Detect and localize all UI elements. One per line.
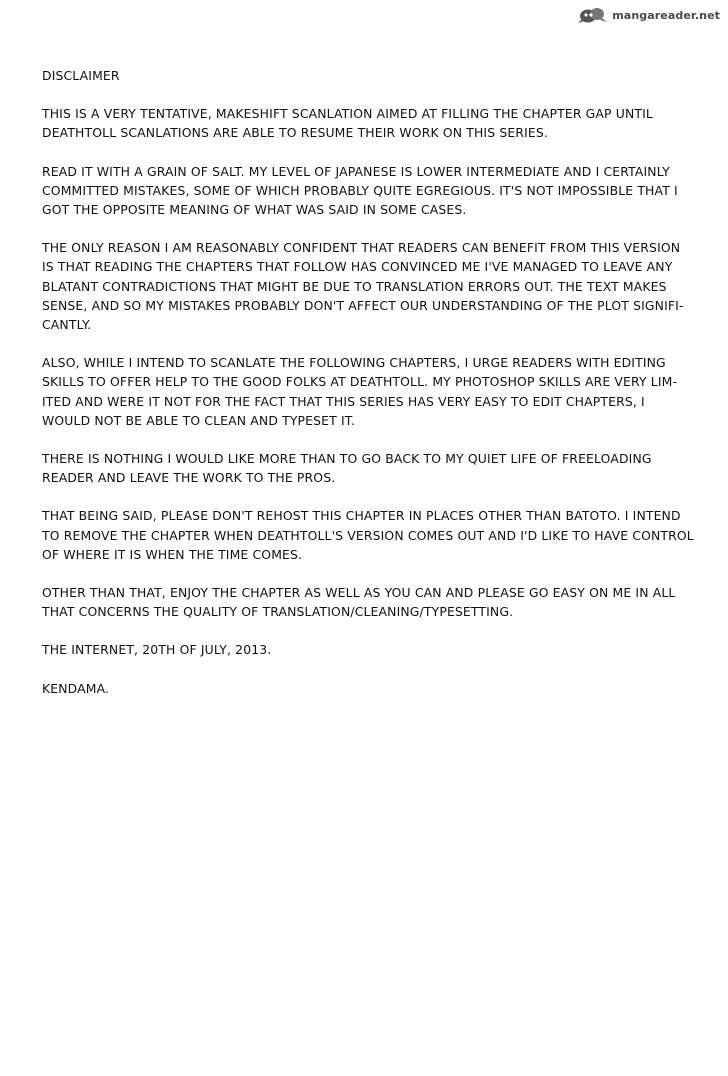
text-line: THERE IS NOTHING I WOULD LIKE MORE THAN TO GO BACK TO MY QUIET LIFE OF FREELOADING bbox=[42, 451, 652, 467]
watermark bbox=[578, 6, 720, 24]
text-line: GOT THE OPPOSITE MEANING OF WHAT WAS SAID IN SOME CASES. bbox=[42, 202, 467, 218]
mangareader-logo-icon bbox=[578, 6, 608, 24]
paragraph-1 bbox=[42, 104, 714, 142]
paragraph-2 bbox=[42, 162, 714, 220]
text-line: THAT BEING SAID, PLEASE DON'T REHOST THIS CHAPTER IN PLACES OTHER THAN BATOTO. I INTEND bbox=[42, 508, 681, 524]
text-line: COMMITTED MISTAKES, SOME OF WHICH PROBABLY QUITE EGREGIOUS. IT'S NOT IMPOSSIBLE THAT I bbox=[42, 182, 678, 198]
disclaimer-heading: DISCLAIMER bbox=[42, 68, 120, 83]
signature-date bbox=[42, 640, 714, 659]
text-line: SKILLS TO OFFER HELP TO THE GOOD FOLKS AT DEATHTOLL. MY PHOTOSHOP SKILLS ARE VERY LIM- bbox=[42, 374, 678, 390]
text-line: THE INTERNET, 20TH OF JULY, 2013. bbox=[42, 642, 272, 658]
text-line: OTHER THAN THAT, ENJOY THE CHAPTER AS WELL AS YOU CAN AND PLEASE GO EASY ON ME IN ALL bbox=[42, 585, 676, 601]
text-line: DEATHTOLL SCANLATIONS ARE ABLE TO RESUME THEIR WORK ON THIS SERIES. bbox=[42, 125, 548, 141]
text-line: ALSO, WHILE I INTEND TO SCANLATE THE FOLLOWING CHAPTERS, I URGE READERS WITH EDITING bbox=[42, 355, 666, 371]
text-line: OF WHERE IT IS WHEN THE TIME COMES. bbox=[42, 546, 303, 562]
text-line: BLATANT CONTRADICTIONS THAT MIGHT BE DUE TO TRANSLATION ERRORS OUT. THE TEXT MAKES bbox=[42, 278, 667, 294]
watermark-text: mangareader.net bbox=[612, 8, 720, 22]
text-line: READER AND LEAVE THE WORK TO THE PROS. bbox=[42, 470, 336, 486]
text-line: CANTLY. bbox=[42, 317, 92, 333]
text-line: READ IT WITH A GRAIN OF SALT. MY LEVEL OF JAPANESE IS LOWER INTERMEDIATE AND I CERTAINLY bbox=[42, 163, 670, 179]
paragraph-6 bbox=[42, 506, 714, 564]
text-line: ITED AND WERE IT NOT FOR THE FACT THAT THIS SERIES HAS VERY EASY TO EDIT CHAPTERS, I bbox=[42, 393, 645, 409]
disclaimer-text bbox=[42, 66, 714, 698]
paragraph-3 bbox=[42, 238, 714, 334]
paragraph-4 bbox=[42, 353, 714, 430]
text-line: WOULD NOT BE ABLE TO CLEAN AND TYPESET IT. bbox=[42, 412, 356, 428]
text-line: THAT CONCERNS THE QUALITY OF TRANSLATION/CLEANING/TYPESETTING. bbox=[42, 604, 514, 620]
signature-name bbox=[42, 679, 714, 698]
text-line: THE ONLY REASON I AM REASONABLY CONFIDENT THAT READERS CAN BENEFIT FROM THIS VERSION bbox=[42, 240, 681, 256]
text-line: KENDAMA. bbox=[42, 680, 110, 696]
paragraph-5 bbox=[42, 449, 714, 487]
text-line: TO REMOVE THE CHAPTER WHEN DEATHTOLL'S VERSION COMES OUT AND I'D LIKE TO HAVE CONTROL bbox=[42, 527, 694, 543]
text-line: IS THAT READING THE CHAPTERS THAT FOLLOW HAS CONVINCED ME I'VE MANAGED TO LEAVE ANY bbox=[42, 259, 673, 275]
text-line: THIS IS A VERY TENTATIVE, MAKESHIFT SCANLATION AIMED AT FILLING THE CHAPTER GAP UNTIL bbox=[42, 106, 653, 122]
text-line: SENSE, AND SO MY MISTAKES PROBABLY DON'T AFFECT OUR UNDERSTANDING OF THE PLOT SIGNIFI- bbox=[42, 297, 684, 313]
paragraph-7 bbox=[42, 583, 714, 621]
